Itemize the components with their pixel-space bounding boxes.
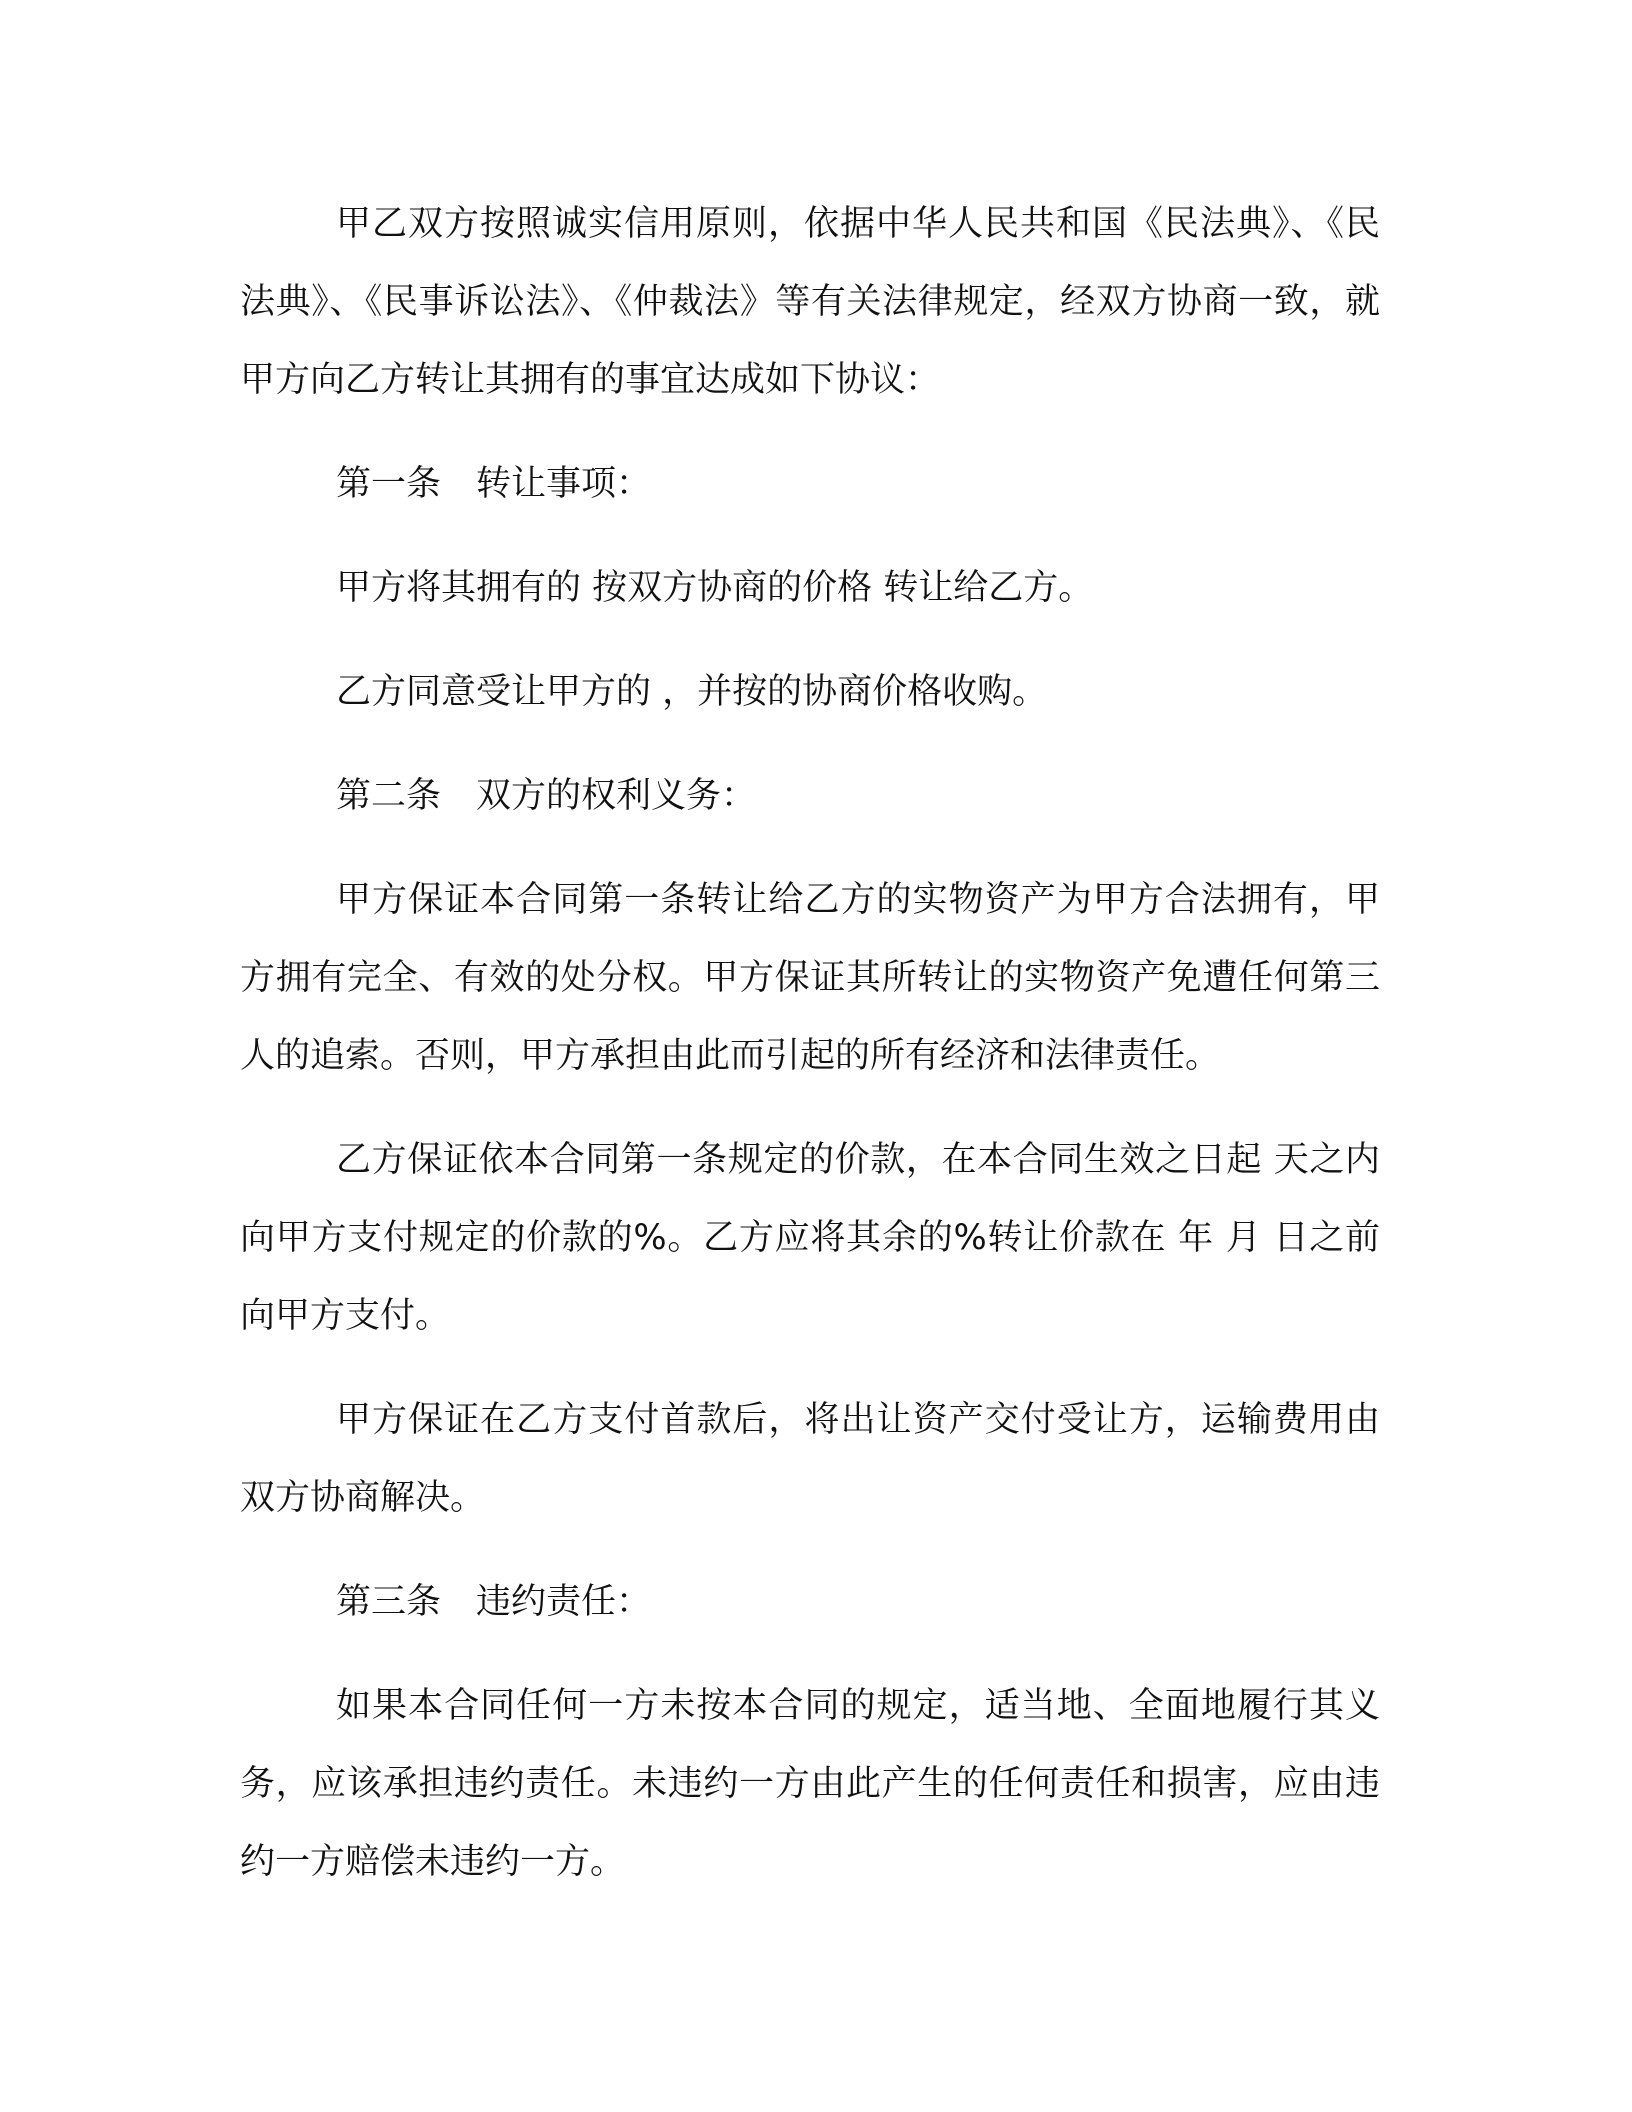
intro-paragraph: 甲乙双方按照诚实信用原则，依据中华人民共和国《民法典》、《民法典》、《民事诉讼法》、《仲裁法》等有关法律规定，经双方协商一致，就甲方向乙方转让其拥有的事宜达成如下协议： (240, 204, 1380, 400)
document-body (240, 185, 1380, 1927)
article-3-clause-1: 如果本合同任何一方未按本合同的规定，适当地、全面地履行其义务，应该承担违约责任。未违约一方由此产生的任何责任和损害，应由违约一方赔偿未违约一方。 (240, 1686, 1380, 1882)
article-2-clause-1: 甲方保证本合同第一条转让给乙方的实物资产为甲方合法拥有，甲方拥有完全、有效的处分权。甲方保证其所转让的实物资产免遭任何第三人的追索。否则，甲方承担由此而引起的所有经济和法律责任。 (240, 880, 1380, 1076)
article-1-heading: 第一条 转让事项： (336, 464, 652, 504)
article-2-clause-2: 乙方保证依本合同第一条规定的价款，在本合同生效之日起 天之内向甲方支付规定的价款的%。乙方应将其余的%转让价款在 年 月 日之前向甲方支付。 (240, 1140, 1380, 1336)
article-2-clause-3: 甲方保证在乙方支付首款后，将出让资产交付受让方，运输费用由双方协商解决。 (240, 1400, 1380, 1518)
article-1-clause-2: 乙方同意受让甲方的 ，并按的协商价格收购。 (336, 672, 1048, 712)
article-2-heading: 第二条 双方的权利义务： (336, 776, 757, 816)
article-1-clause-1: 甲方将其拥有的 按双方协商的价格 转让给乙方。 (336, 568, 1094, 608)
article-3-heading: 第三条 违约责任： (336, 1582, 652, 1622)
